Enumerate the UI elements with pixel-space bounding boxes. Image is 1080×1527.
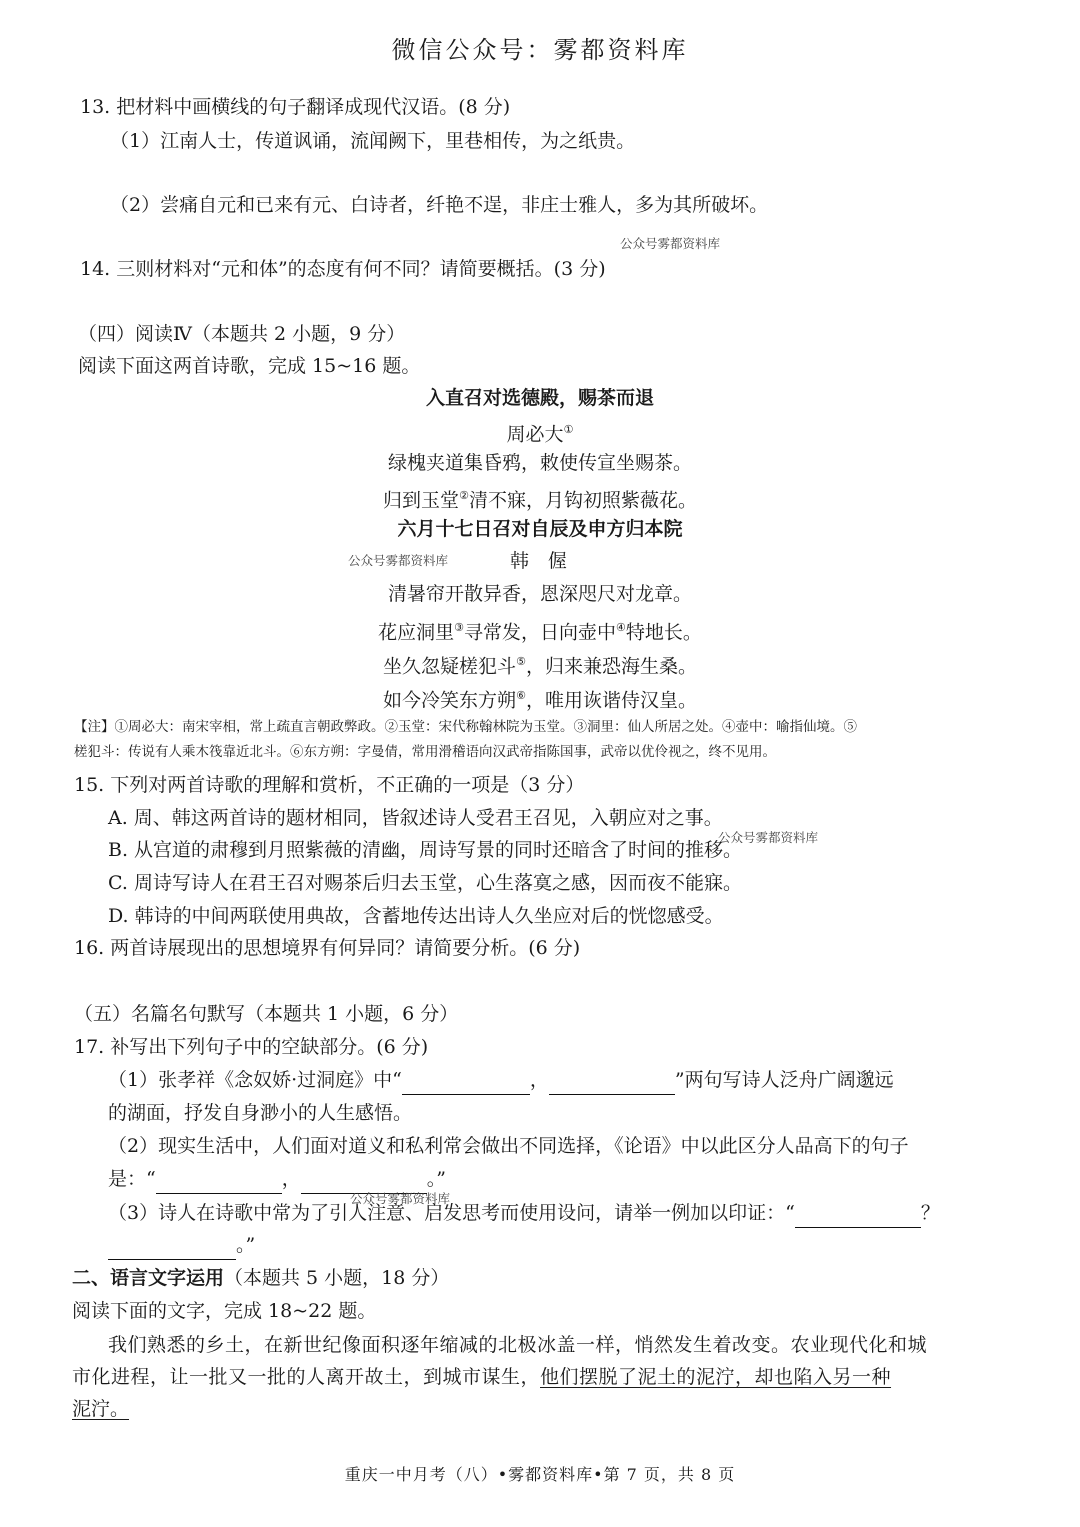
watermark: 公众号雾都资料库 — [718, 830, 819, 845]
q17-part2: （2）现实生活中，人们面对道义和私利常会做出不同选择，《论语》中以此区分人品高下的句子 — [108, 1135, 909, 1157]
notes-line1: 【注】①周必大：南宋宰相，常上疏直言朝政弊政。②玉堂：宋代称翰林院为玉堂。③洞里：仙人所居之处。④壶中：喻指仙境。⑤ — [74, 719, 857, 735]
q17-part1: （1）张孝祥《念奴娇·过洞庭》中“ ， ”两句写诗人泛舟广阔邈远 — [108, 1065, 894, 1095]
poem2-line4: 如今冷笑东方朔⑥，唯用诙谐侍汉皇。 — [383, 689, 697, 712]
page-footer: 重庆一中月考（八）•雾都资料库•第 7 页，共 8 页 — [344, 1465, 736, 1484]
q17-part1-cont: 的湖面，抒发自身渺小的人生感悟。 — [108, 1102, 413, 1124]
page-header: 微信公众号：雾都资料库 — [391, 36, 689, 64]
poem2-line2: 花应洞里③寻常发，日向壶中④特地长。 — [378, 621, 702, 644]
passage-line3: 泥泞。 — [72, 1398, 130, 1420]
part2-intro: 阅读下面的文字，完成 18~22 题。 — [72, 1300, 377, 1322]
notes-line2: 槎犯斗：传说有人乘木筏靠近北斗。⑥东方朔：字曼倩，常用滑稽语向汉武帝指陈国事，武帝以优伶视之，终不见用。 — [74, 744, 776, 760]
q13-stem: 13. 把材料中画横线的句子翻译成现代汉语。(8 分) — [80, 96, 511, 118]
part2-heading: 二、语言文字运用（本题共 5 小题，18 分） — [72, 1267, 450, 1289]
q15-option-c: C. 周诗写诗人在君王召对赐茶后归去玉堂，心生落寞之感，因而夜不能寐。 — [108, 872, 742, 894]
answer-blank[interactable] — [795, 1205, 921, 1228]
section4-title: （四）阅读Ⅳ（本题共 2 小题，9 分） — [78, 323, 406, 345]
q17-part3-cont: 。” — [108, 1230, 255, 1260]
poem2-line3: 坐久忽疑槎犯斗⑤，归来兼恐海生桑。 — [383, 655, 697, 678]
underlined-sentence: 他们摆脱了泥土的泥泞，却也陷入另一种 — [540, 1366, 892, 1388]
answer-blank[interactable] — [402, 1072, 530, 1095]
q13-part2: （2）尝痛自元和已来有元、白诗者，纤艳不逞，非庄士雅人，多为其所破坏。 — [110, 194, 769, 216]
answer-blank[interactable] — [549, 1072, 675, 1095]
poem1-author: 周必大① — [506, 423, 574, 446]
poem1-line2: 归到玉堂②清不寐，月钩初照紫薇花。 — [383, 489, 697, 512]
watermark: 公众号雾都资料库 — [350, 1191, 451, 1206]
q15-option-b: B. 从宫道的肃穆到月照紫薇的清幽，周诗写景的同时还暗含了时间的推移。 — [108, 839, 743, 861]
poem2-line1: 清暑帘开散异香，恩深咫尺对龙章。 — [387, 583, 692, 605]
poem1-line1: 绿槐夹道集昏鸦，敕使传宣坐赐茶。 — [387, 452, 692, 474]
answer-blank[interactable] — [108, 1237, 236, 1260]
passage-line2: 市化进程，让一批又一批的人离开故土，到城市谋生，他们摆脱了泥土的泥泞，却也陷入另一种 — [72, 1366, 892, 1388]
watermark: 公众号雾都资料库 — [348, 553, 449, 568]
section4-intro: 阅读下面这两首诗歌，完成 15~16 题。 — [78, 355, 421, 377]
poem1-title: 入直召对选德殿，赐茶而退 — [425, 387, 654, 409]
watermark: 公众号雾都资料库 — [620, 236, 721, 251]
q16-stem: 16. 两首诗展现出的思想境界有何异同？请简要分析。(6 分) — [74, 937, 581, 959]
section5-title: （五）名篇名句默写（本题共 1 小题，6 分） — [74, 1003, 459, 1025]
passage-line1: 我们熟悉的乡土，在新世纪像面积逐年缩减的北极冰盖一样，悄然发生着改变。农业现代化和城 — [108, 1334, 928, 1356]
q15-option-a: A. 周、韩这两首诗的题材相同，皆叙述诗人受君王召见，入朝应对之事。 — [108, 807, 723, 829]
q15-option-d: D. 韩诗的中间两联使用典故，含蓄地传达出诗人久坐应对后的恍惚感受。 — [108, 905, 724, 927]
answer-blank[interactable] — [156, 1171, 282, 1194]
poem2-title: 六月十七日召对自辰及申方归本院 — [397, 518, 683, 540]
q15-stem: 15. 下列对两首诗歌的理解和赏析，不正确的一项是（3 分） — [74, 774, 585, 796]
q17-stem: 17. 补写出下列句子中的空缺部分。(6 分) — [74, 1036, 429, 1058]
q17-part3: （3）诗人在诗歌中常为了引人注意、启发思考而使用设问，请举一例加以印证：“ ？ — [108, 1198, 940, 1228]
poem2-author: 韩 偓 — [510, 550, 568, 572]
q13-part1: （1）江南人士，传道讽诵，流闻阙下，里巷相传，为之纸贵。 — [110, 130, 636, 152]
q17-part2-cont: 是：“ ， 。” — [108, 1164, 446, 1194]
q14-stem: 14. 三则材料对“元和体”的态度有何不同？请简要概括。(3 分) — [80, 258, 606, 280]
